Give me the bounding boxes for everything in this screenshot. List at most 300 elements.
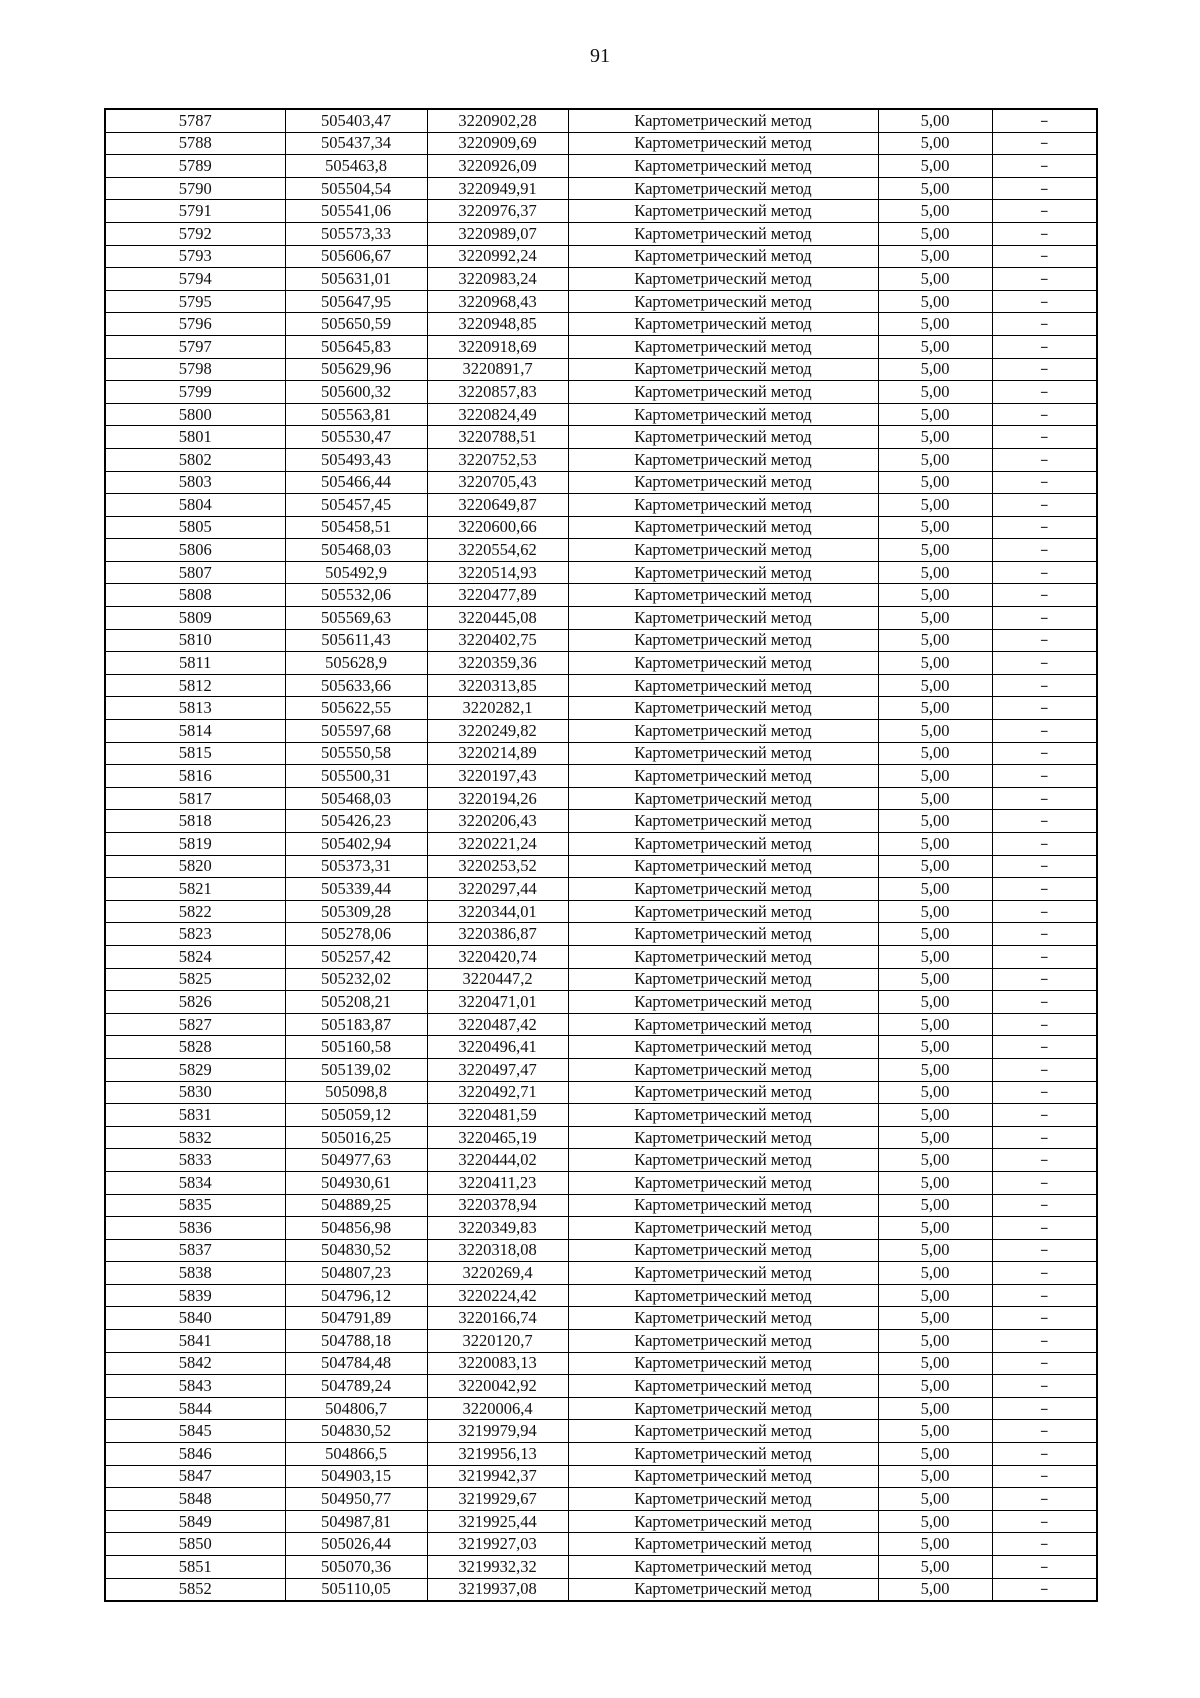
point-number-cell: 5793 (105, 245, 285, 268)
description-cell: – (992, 584, 1097, 607)
point-number-cell: 5852 (105, 1578, 285, 1601)
y-coordinate-cell: 3220909,69 (427, 132, 568, 155)
method-cell: Картометрический метод (568, 765, 878, 788)
y-coordinate-cell: 3220297,44 (427, 878, 568, 901)
description-cell: – (992, 1262, 1097, 1285)
page-number: 91 (590, 45, 610, 67)
method-cell: Картометрический метод (568, 652, 878, 675)
y-coordinate-cell: 3219956,13 (427, 1443, 568, 1466)
point-number-cell: 5809 (105, 607, 285, 630)
y-coordinate-cell: 3220976,37 (427, 200, 568, 223)
table-row (105, 674, 1097, 697)
table-row (105, 1443, 1097, 1466)
table-row (105, 991, 1097, 1014)
y-coordinate-cell: 3220824,49 (427, 403, 568, 426)
method-cell: Картометрический метод (568, 381, 878, 404)
accuracy-cell: 5,00 (878, 1578, 992, 1601)
table-row (105, 1420, 1097, 1443)
point-number-cell: 5822 (105, 900, 285, 923)
table-row (105, 1330, 1097, 1353)
point-number-cell: 5841 (105, 1330, 285, 1353)
accuracy-cell: 5,00 (878, 607, 992, 630)
accuracy-cell: 5,00 (878, 652, 992, 675)
method-cell: Картометрический метод (568, 810, 878, 833)
description-cell: – (992, 403, 1097, 426)
point-number-cell: 5797 (105, 335, 285, 358)
y-coordinate-cell: 3219925,44 (427, 1510, 568, 1533)
accuracy-cell: 5,00 (878, 1013, 992, 1036)
point-number-cell: 5827 (105, 1013, 285, 1036)
x-coordinate-cell: 505183,87 (285, 1013, 427, 1036)
y-coordinate-cell: 3220918,69 (427, 335, 568, 358)
point-number-cell: 5788 (105, 132, 285, 155)
y-coordinate-cell: 3220411,23 (427, 1171, 568, 1194)
point-number-cell: 5808 (105, 584, 285, 607)
method-cell: Картометрический метод (568, 1375, 878, 1398)
x-coordinate-cell: 505492,9 (285, 561, 427, 584)
table-row (105, 1533, 1097, 1556)
method-cell: Картометрический метод (568, 1578, 878, 1601)
point-number-cell: 5790 (105, 177, 285, 200)
y-coordinate-cell: 3220042,92 (427, 1375, 568, 1398)
point-number-cell: 5798 (105, 358, 285, 381)
description-cell: – (992, 1036, 1097, 1059)
point-number-cell: 5813 (105, 697, 285, 720)
method-cell: Картометрический метод (568, 968, 878, 991)
description-cell: – (992, 1330, 1097, 1353)
description-cell: – (992, 222, 1097, 245)
method-cell: Картометрический метод (568, 132, 878, 155)
accuracy-cell: 5,00 (878, 1443, 992, 1466)
accuracy-cell: 5,00 (878, 1465, 992, 1488)
y-coordinate-cell: 3220420,74 (427, 945, 568, 968)
table-row (105, 810, 1097, 833)
method-cell: Картометрический метод (568, 245, 878, 268)
method-cell: Картометрический метод (568, 742, 878, 765)
description-cell: – (992, 1104, 1097, 1127)
accuracy-cell: 5,00 (878, 358, 992, 381)
x-coordinate-cell: 504788,18 (285, 1330, 427, 1353)
table-row (105, 1149, 1097, 1172)
table-row (105, 1171, 1097, 1194)
table-row (105, 177, 1097, 200)
x-coordinate-cell: 504796,12 (285, 1284, 427, 1307)
method-cell: Картометрический метод (568, 1194, 878, 1217)
y-coordinate-cell: 3220249,82 (427, 720, 568, 743)
x-coordinate-cell: 505070,36 (285, 1556, 427, 1579)
y-coordinate-cell: 3220465,19 (427, 1126, 568, 1149)
y-coordinate-cell: 3220554,62 (427, 539, 568, 562)
table-row (105, 1081, 1097, 1104)
accuracy-cell: 5,00 (878, 313, 992, 336)
x-coordinate-cell: 505550,58 (285, 742, 427, 765)
point-number-cell: 5838 (105, 1262, 285, 1285)
table-row (105, 1262, 1097, 1285)
method-cell: Картометрический метод (568, 1465, 878, 1488)
point-number-cell: 5839 (105, 1284, 285, 1307)
method-cell: Картометрический метод (568, 674, 878, 697)
description-cell: – (992, 720, 1097, 743)
y-coordinate-cell: 3220269,4 (427, 1262, 568, 1285)
table-row (105, 1307, 1097, 1330)
method-cell: Картометрический метод (568, 697, 878, 720)
x-coordinate-cell: 505257,42 (285, 945, 427, 968)
description-cell: – (992, 290, 1097, 313)
table-row (105, 652, 1097, 675)
description-cell: – (992, 1533, 1097, 1556)
x-coordinate-cell: 505500,31 (285, 765, 427, 788)
y-coordinate-cell: 3220891,7 (427, 358, 568, 381)
description-cell: – (992, 1375, 1097, 1398)
method-cell: Картометрический метод (568, 1058, 878, 1081)
table-row (105, 1058, 1097, 1081)
accuracy-cell: 5,00 (878, 1307, 992, 1330)
y-coordinate-cell: 3220344,01 (427, 900, 568, 923)
y-coordinate-cell: 3220471,01 (427, 991, 568, 1014)
description-cell: – (992, 1420, 1097, 1443)
accuracy-cell: 5,00 (878, 1488, 992, 1511)
table-row (105, 1397, 1097, 1420)
description-cell: – (992, 833, 1097, 856)
method-cell: Картометрический метод (568, 1397, 878, 1420)
point-number-cell: 5799 (105, 381, 285, 404)
description-cell: – (992, 855, 1097, 878)
method-cell: Картометрический метод (568, 607, 878, 630)
x-coordinate-cell: 505563,81 (285, 403, 427, 426)
table-row (105, 1375, 1097, 1398)
y-coordinate-cell: 3220926,09 (427, 155, 568, 178)
method-cell: Картометрический метод (568, 177, 878, 200)
table-row (105, 403, 1097, 426)
description-cell: – (992, 991, 1097, 1014)
table-row (105, 1239, 1097, 1262)
table-row (105, 629, 1097, 652)
point-number-cell: 5842 (105, 1352, 285, 1375)
description-cell: – (992, 1126, 1097, 1149)
y-coordinate-cell: 3220318,08 (427, 1239, 568, 1262)
table-row (105, 1194, 1097, 1217)
method-cell: Картометрический метод (568, 403, 878, 426)
description-cell: – (992, 1284, 1097, 1307)
method-cell: Картометрический метод (568, 155, 878, 178)
accuracy-cell: 5,00 (878, 290, 992, 313)
method-cell: Картометрический метод (568, 1239, 878, 1262)
point-number-cell: 5801 (105, 426, 285, 449)
point-number-cell: 5796 (105, 313, 285, 336)
y-coordinate-cell: 3220445,08 (427, 607, 568, 630)
table-row (105, 1510, 1097, 1533)
table-row (105, 1578, 1097, 1601)
table-row (105, 1556, 1097, 1579)
description-cell: – (992, 1465, 1097, 1488)
method-cell: Картометрический метод (568, 313, 878, 336)
description-cell: – (992, 787, 1097, 810)
method-cell: Картометрический метод (568, 584, 878, 607)
method-cell: Картометрический метод (568, 923, 878, 946)
method-cell: Картометрический метод (568, 109, 878, 132)
method-cell: Картометрический метод (568, 629, 878, 652)
point-number-cell: 5834 (105, 1171, 285, 1194)
method-cell: Картометрический метод (568, 358, 878, 381)
point-number-cell: 5815 (105, 742, 285, 765)
accuracy-cell: 5,00 (878, 381, 992, 404)
y-coordinate-cell: 3220206,43 (427, 810, 568, 833)
x-coordinate-cell: 505468,03 (285, 539, 427, 562)
description-cell: – (992, 109, 1097, 132)
description-cell: – (992, 607, 1097, 630)
point-number-cell: 5825 (105, 968, 285, 991)
y-coordinate-cell: 3220444,02 (427, 1149, 568, 1172)
x-coordinate-cell: 505611,43 (285, 629, 427, 652)
method-cell: Картометрический метод (568, 268, 878, 291)
x-coordinate-cell: 505160,58 (285, 1036, 427, 1059)
x-coordinate-cell: 505309,28 (285, 900, 427, 923)
table-row (105, 381, 1097, 404)
x-coordinate-cell: 505208,21 (285, 991, 427, 1014)
description-cell: – (992, 1013, 1097, 1036)
x-coordinate-cell: 505629,96 (285, 358, 427, 381)
x-coordinate-cell: 505597,68 (285, 720, 427, 743)
description-cell: – (992, 245, 1097, 268)
table-row (105, 358, 1097, 381)
accuracy-cell: 5,00 (878, 177, 992, 200)
x-coordinate-cell: 505647,95 (285, 290, 427, 313)
point-number-cell: 5787 (105, 109, 285, 132)
point-number-cell: 5805 (105, 516, 285, 539)
table-row (105, 878, 1097, 901)
x-coordinate-cell: 505403,47 (285, 109, 427, 132)
description-cell: – (992, 177, 1097, 200)
description-cell: – (992, 878, 1097, 901)
table-row (105, 1352, 1097, 1375)
y-coordinate-cell: 3220992,24 (427, 245, 568, 268)
accuracy-cell: 5,00 (878, 539, 992, 562)
y-coordinate-cell: 3220857,83 (427, 381, 568, 404)
description-cell: – (992, 381, 1097, 404)
description-cell: – (992, 539, 1097, 562)
x-coordinate-cell: 505468,03 (285, 787, 427, 810)
table-row (105, 1465, 1097, 1488)
method-cell: Картометрический метод (568, 833, 878, 856)
y-coordinate-cell: 3220989,07 (427, 222, 568, 245)
coordinates-table (104, 108, 1098, 1602)
point-number-cell: 5814 (105, 720, 285, 743)
point-number-cell: 5828 (105, 1036, 285, 1059)
y-coordinate-cell: 3220705,43 (427, 471, 568, 494)
x-coordinate-cell: 505569,63 (285, 607, 427, 630)
x-coordinate-cell: 505631,01 (285, 268, 427, 291)
point-number-cell: 5832 (105, 1126, 285, 1149)
method-cell: Картометрический метод (568, 426, 878, 449)
y-coordinate-cell: 3220214,89 (427, 742, 568, 765)
y-coordinate-cell: 3220447,2 (427, 968, 568, 991)
y-coordinate-cell: 3220492,71 (427, 1081, 568, 1104)
accuracy-cell: 5,00 (878, 855, 992, 878)
x-coordinate-cell: 504784,48 (285, 1352, 427, 1375)
x-coordinate-cell: 504789,24 (285, 1375, 427, 1398)
y-coordinate-cell: 3220752,53 (427, 448, 568, 471)
x-coordinate-cell: 505373,31 (285, 855, 427, 878)
x-coordinate-cell: 505530,47 (285, 426, 427, 449)
description-cell: – (992, 1556, 1097, 1579)
description-cell: – (992, 742, 1097, 765)
table-row (105, 268, 1097, 291)
method-cell: Картометрический метод (568, 335, 878, 358)
x-coordinate-cell: 505232,02 (285, 968, 427, 991)
table-row (105, 855, 1097, 878)
point-number-cell: 5847 (105, 1465, 285, 1488)
description-cell: – (992, 494, 1097, 517)
table-row (105, 561, 1097, 584)
accuracy-cell: 5,00 (878, 833, 992, 856)
table-row (105, 109, 1097, 132)
accuracy-cell: 5,00 (878, 1284, 992, 1307)
x-coordinate-cell: 505098,8 (285, 1081, 427, 1104)
table-row (105, 245, 1097, 268)
y-coordinate-cell: 3220386,87 (427, 923, 568, 946)
point-number-cell: 5837 (105, 1239, 285, 1262)
table-row (105, 155, 1097, 178)
accuracy-cell: 5,00 (878, 1556, 992, 1579)
accuracy-cell: 5,00 (878, 629, 992, 652)
accuracy-cell: 5,00 (878, 1420, 992, 1443)
y-coordinate-cell: 3220194,26 (427, 787, 568, 810)
method-cell: Картометрический метод (568, 1330, 878, 1353)
description-cell: – (992, 1578, 1097, 1601)
x-coordinate-cell: 504830,52 (285, 1239, 427, 1262)
description-cell: – (992, 268, 1097, 291)
accuracy-cell: 5,00 (878, 1126, 992, 1149)
x-coordinate-cell: 505402,94 (285, 833, 427, 856)
description-cell: – (992, 968, 1097, 991)
accuracy-cell: 5,00 (878, 1533, 992, 1556)
accuracy-cell: 5,00 (878, 516, 992, 539)
description-cell: – (992, 697, 1097, 720)
x-coordinate-cell: 505339,44 (285, 878, 427, 901)
x-coordinate-cell: 505573,33 (285, 222, 427, 245)
point-number-cell: 5819 (105, 833, 285, 856)
accuracy-cell: 5,00 (878, 697, 992, 720)
method-cell: Картометрический метод (568, 945, 878, 968)
table-row (105, 742, 1097, 765)
description-cell: – (992, 1081, 1097, 1104)
table-row (105, 833, 1097, 856)
point-number-cell: 5820 (105, 855, 285, 878)
description-cell: – (992, 1194, 1097, 1217)
x-coordinate-cell: 505650,59 (285, 313, 427, 336)
description-cell: – (992, 1149, 1097, 1172)
y-coordinate-cell: 3220402,75 (427, 629, 568, 652)
x-coordinate-cell: 505606,67 (285, 245, 427, 268)
table-row (105, 290, 1097, 313)
y-coordinate-cell: 3219942,37 (427, 1465, 568, 1488)
table-row (105, 1284, 1097, 1307)
accuracy-cell: 5,00 (878, 403, 992, 426)
accuracy-cell: 5,00 (878, 1352, 992, 1375)
accuracy-cell: 5,00 (878, 1081, 992, 1104)
x-coordinate-cell: 504830,52 (285, 1420, 427, 1443)
accuracy-cell: 5,00 (878, 878, 992, 901)
x-coordinate-cell: 505110,05 (285, 1578, 427, 1601)
accuracy-cell: 5,00 (878, 494, 992, 517)
accuracy-cell: 5,00 (878, 471, 992, 494)
point-number-cell: 5795 (105, 290, 285, 313)
x-coordinate-cell: 505532,06 (285, 584, 427, 607)
point-number-cell: 5830 (105, 1081, 285, 1104)
y-coordinate-cell: 3220948,85 (427, 313, 568, 336)
description-cell: – (992, 1217, 1097, 1240)
accuracy-cell: 5,00 (878, 1036, 992, 1059)
method-cell: Картометрический метод (568, 1217, 878, 1240)
accuracy-cell: 5,00 (878, 1149, 992, 1172)
table-row (105, 335, 1097, 358)
table-row (105, 426, 1097, 449)
method-cell: Картометрический метод (568, 878, 878, 901)
description-cell: – (992, 516, 1097, 539)
accuracy-cell: 5,00 (878, 200, 992, 223)
x-coordinate-cell: 505458,51 (285, 516, 427, 539)
accuracy-cell: 5,00 (878, 222, 992, 245)
table-row (105, 494, 1097, 517)
point-number-cell: 5826 (105, 991, 285, 1014)
y-coordinate-cell: 3220481,59 (427, 1104, 568, 1127)
y-coordinate-cell: 3220902,28 (427, 109, 568, 132)
y-coordinate-cell: 3219929,67 (427, 1488, 568, 1511)
point-number-cell: 5836 (105, 1217, 285, 1240)
method-cell: Картометрический метод (568, 1036, 878, 1059)
table-row (105, 1036, 1097, 1059)
y-coordinate-cell: 3219927,03 (427, 1533, 568, 1556)
description-cell: – (992, 313, 1097, 336)
method-cell: Картометрический метод (568, 448, 878, 471)
description-cell: – (992, 448, 1097, 471)
method-cell: Картометрический метод (568, 516, 878, 539)
method-cell: Картометрический метод (568, 290, 878, 313)
method-cell: Картометрический метод (568, 900, 878, 923)
x-coordinate-cell: 505466,44 (285, 471, 427, 494)
accuracy-cell: 5,00 (878, 1194, 992, 1217)
table-row (105, 584, 1097, 607)
point-number-cell: 5811 (105, 652, 285, 675)
table-row (105, 448, 1097, 471)
accuracy-cell: 5,00 (878, 109, 992, 132)
accuracy-cell: 5,00 (878, 561, 992, 584)
point-number-cell: 5833 (105, 1149, 285, 1172)
point-number-cell: 5821 (105, 878, 285, 901)
y-coordinate-cell: 3220378,94 (427, 1194, 568, 1217)
table-row (105, 923, 1097, 946)
accuracy-cell: 5,00 (878, 1217, 992, 1240)
method-cell: Картометрический метод (568, 720, 878, 743)
description-cell: – (992, 652, 1097, 675)
accuracy-cell: 5,00 (878, 787, 992, 810)
method-cell: Картометрический метод (568, 787, 878, 810)
method-cell: Картометрический метод (568, 222, 878, 245)
accuracy-cell: 5,00 (878, 245, 992, 268)
x-coordinate-cell: 505026,44 (285, 1533, 427, 1556)
x-coordinate-cell: 505463,8 (285, 155, 427, 178)
y-coordinate-cell: 3220359,36 (427, 652, 568, 675)
method-cell: Картометрический метод (568, 494, 878, 517)
y-coordinate-cell: 3220983,24 (427, 268, 568, 291)
method-cell: Картометрический метод (568, 1104, 878, 1127)
y-coordinate-cell: 3220487,42 (427, 1013, 568, 1036)
method-cell: Картометрический метод (568, 1126, 878, 1149)
accuracy-cell: 5,00 (878, 945, 992, 968)
table-row (105, 313, 1097, 336)
x-coordinate-cell: 505645,83 (285, 335, 427, 358)
x-coordinate-cell: 504856,98 (285, 1217, 427, 1240)
